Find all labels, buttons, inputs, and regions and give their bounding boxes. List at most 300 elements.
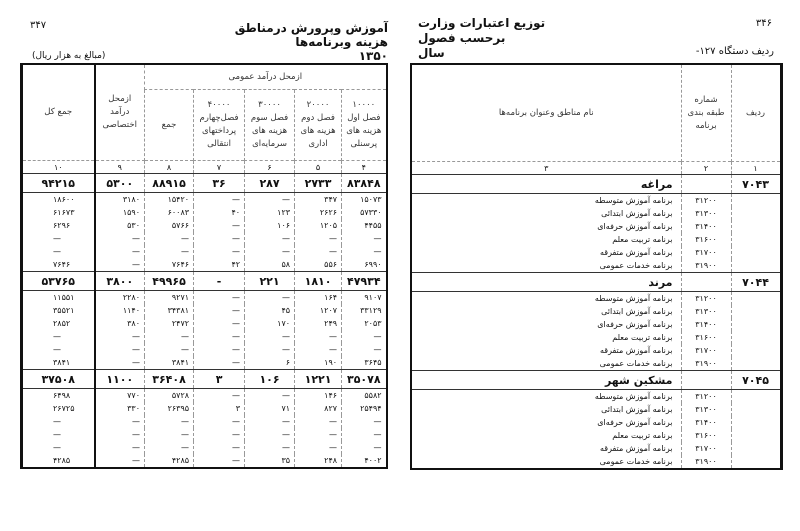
region-row xyxy=(411,371,781,390)
chapter-label-line: فصل اول xyxy=(347,113,381,123)
header-special-revenue xyxy=(95,64,145,161)
chapter-label-line: سرمایه‌ای xyxy=(252,139,287,149)
table-cell: — xyxy=(245,428,295,441)
table-cell: ۵۸ xyxy=(245,258,295,272)
program-code: ۳۱۳۰۰ xyxy=(681,207,731,220)
table-cell: — xyxy=(342,428,387,441)
right-title-line-1: توزیع اعتبارات وزارت xyxy=(418,16,546,30)
table-cell: ۴۵ xyxy=(245,304,295,317)
row-number-blank xyxy=(731,416,781,429)
section-total-cell: ۳۶۴۰۸ xyxy=(145,370,194,389)
table-cell: — xyxy=(295,441,342,454)
row-number-blank xyxy=(731,194,781,208)
header-chapter-3 xyxy=(245,90,295,161)
table-row xyxy=(22,219,387,232)
program-code: ۳۱۷۰۰ xyxy=(681,344,731,357)
program-row xyxy=(411,455,781,469)
table-cell: — xyxy=(194,330,245,343)
column-number: ۷ xyxy=(194,161,245,174)
table-cell: — xyxy=(245,245,295,258)
section-total-row xyxy=(22,174,387,193)
chapter-label-line: فصل سوم xyxy=(250,113,289,123)
row-number-blank xyxy=(731,403,781,416)
table-row xyxy=(22,304,387,317)
table-cell: ۷۶۴۶ xyxy=(22,258,95,272)
program-name: برنامه آموزش حرفه‌ای xyxy=(411,220,681,233)
row-number-blank xyxy=(731,292,781,306)
section-total-cell: ۱۸۱۰ xyxy=(295,272,342,291)
column-number: ۱ xyxy=(731,162,781,175)
table-cell: ۲۶۲۶ xyxy=(295,206,342,219)
left-title-line-1: آموزش وپرورش درمناطق xyxy=(234,21,388,35)
section-total-cell: ۲۸۷ xyxy=(245,174,295,193)
table-cell: — xyxy=(22,343,95,356)
table-cell: — xyxy=(342,415,387,428)
table-cell: ۳۸۰ xyxy=(95,317,145,330)
table-cell: ۸۲۷ xyxy=(295,402,342,415)
header-special-revenue-line: درآمد xyxy=(110,107,130,117)
column-number: ۱۰ xyxy=(22,161,95,174)
table-cell: — xyxy=(95,415,145,428)
left-title-line-3: ۱۳۵۰ xyxy=(358,49,388,63)
program-code: ۳۱۳۰۰ xyxy=(681,305,731,318)
table-cell: — xyxy=(342,330,387,343)
right-title-line-2: برحسب فصول xyxy=(418,31,506,45)
row-number-blank xyxy=(731,305,781,318)
chapter-label-line: اداری xyxy=(308,139,328,149)
program-row xyxy=(411,357,781,371)
table-cell: — xyxy=(342,441,387,454)
table-cell: ۹۱۰۷ xyxy=(342,291,387,305)
table-cell: ۱۱۴۰ xyxy=(95,304,145,317)
chapter-label-line: فصل‌چهارم xyxy=(199,113,239,123)
table-row xyxy=(22,343,387,356)
unit-note: (مبالغ به هزار ریال) xyxy=(32,51,106,61)
section-total-cell: ۸۳۸۴۸ xyxy=(342,174,387,193)
right-title-line-3: سال xyxy=(418,46,445,60)
program-row xyxy=(411,442,781,455)
table-cell: — xyxy=(245,330,295,343)
region-row xyxy=(411,175,781,194)
table-cell: — xyxy=(95,330,145,343)
table-cell: — xyxy=(95,441,145,454)
table-cell: ۳۶۴۵ xyxy=(342,356,387,370)
table-cell: ۷۷۰ xyxy=(95,389,145,403)
program-row xyxy=(411,259,781,273)
table-cell: — xyxy=(194,343,245,356)
section-total-cell: ۵۳۰۰ xyxy=(95,174,145,193)
program-name: برنامه آموزش حرفه‌ای xyxy=(411,416,681,429)
table-cell: ۷۶۴۶ xyxy=(145,258,194,272)
header-classification xyxy=(681,64,731,162)
program-row xyxy=(411,233,781,246)
table-cell: — xyxy=(245,441,295,454)
table-cell: ۳۳۰ xyxy=(95,402,145,415)
table-cell: — xyxy=(95,356,145,370)
section-total-cell: ۳۶ xyxy=(194,174,245,193)
row-number-blank xyxy=(731,429,781,442)
table-cell: — xyxy=(342,232,387,245)
table-cell: ۱۰۶ xyxy=(245,219,295,232)
chapter-label-line: پرسنلی xyxy=(350,139,378,149)
table-cell: — xyxy=(194,428,245,441)
table-cell: — xyxy=(295,343,342,356)
table-cell: — xyxy=(194,219,245,232)
header-chapter-2 xyxy=(295,90,342,161)
chapter-label-line: انتقالی xyxy=(207,139,231,149)
table-cell: ۶۲۹۶ xyxy=(22,219,95,232)
right-page-number: ۳۴۶ xyxy=(755,18,772,29)
table-cell: ۲۶۳۹۵ xyxy=(145,402,194,415)
program-name: برنامه آموزش متوسطه xyxy=(411,292,681,306)
table-cell: ۳۸۴۱ xyxy=(22,356,95,370)
table-cell: — xyxy=(145,330,194,343)
region-name: مشکین شهر xyxy=(411,371,681,390)
program-code: ۳۱۶۰۰ xyxy=(681,233,731,246)
program-name: برنامه تربیت معلم xyxy=(411,429,681,442)
table-cell: — xyxy=(95,454,145,468)
table-cell: — xyxy=(245,389,295,403)
header-general-revenue: ازمحل درآمد عمومی xyxy=(145,64,387,90)
program-row xyxy=(411,403,781,416)
table-cell: — xyxy=(22,330,95,343)
column-number: ۸ xyxy=(145,161,194,174)
region-name: مراغه xyxy=(411,175,681,194)
table-cell: — xyxy=(145,232,194,245)
chapter-code: ۳۰۰۰۰ xyxy=(258,100,281,110)
table-cell: — xyxy=(194,415,245,428)
table-cell: ۴۲۸۵ xyxy=(22,454,95,468)
column-number: ۳ xyxy=(411,162,681,175)
table-cell: ۳۳۱۲۹ xyxy=(342,304,387,317)
table-cell: ۵۷۲۸ xyxy=(145,389,194,403)
table-cell: ۴۰ xyxy=(194,206,245,219)
table-cell: ۲۶۷۲۵ xyxy=(22,402,95,415)
table-cell: ۶ xyxy=(245,356,295,370)
section-total-cell: ۱۰۶ xyxy=(245,370,295,389)
chapter-label-line: هزینه های xyxy=(252,126,288,136)
table-cell: — xyxy=(245,193,295,207)
program-name: برنامه آموزش متفرقه xyxy=(411,442,681,455)
table-cell: — xyxy=(342,343,387,356)
program-code: ۳۱۴۰۰ xyxy=(681,318,731,331)
table-cell: — xyxy=(22,428,95,441)
table-row xyxy=(22,428,387,441)
column-number: ۶ xyxy=(245,161,295,174)
table-cell: ۳۵ xyxy=(245,454,295,468)
chapter-code: ۱۰۰۰۰ xyxy=(352,100,376,110)
table-cell: ۳۵۵۲۱ xyxy=(22,304,95,317)
region-name: مرند xyxy=(411,273,681,292)
section-total-cell: ۲۲۱ xyxy=(245,272,295,291)
table-row xyxy=(22,415,387,428)
header-chapter-1 xyxy=(342,90,387,161)
program-row xyxy=(411,429,781,442)
program-row xyxy=(411,246,781,259)
table-cell: ۵۵۸۲ xyxy=(342,389,387,403)
section-total-cell: - xyxy=(194,272,245,291)
row-number-blank xyxy=(731,318,781,331)
table-cell: ۷۱ xyxy=(245,402,295,415)
table-cell: — xyxy=(295,428,342,441)
table-row xyxy=(22,258,387,272)
table-cell: — xyxy=(145,428,194,441)
table-cell: ۳ xyxy=(194,402,245,415)
program-name: برنامه خدمات عمومی xyxy=(411,259,681,273)
header-row-label: ردیف xyxy=(731,64,781,162)
column-number: ۵ xyxy=(295,161,342,174)
program-row xyxy=(411,292,781,306)
table-cell: — xyxy=(95,343,145,356)
program-row xyxy=(411,305,781,318)
program-name: برنامه آموزش ابتدائی xyxy=(411,403,681,416)
table-cell: — xyxy=(145,415,194,428)
section-total-cell: ۳۷۵۰۸ xyxy=(22,370,95,389)
column-number-row xyxy=(411,162,781,175)
header-grand-total: جمع کل xyxy=(22,64,95,161)
header-classification-line: برنامه xyxy=(695,120,717,131)
table-cell: — xyxy=(22,232,95,245)
table-cell: — xyxy=(245,415,295,428)
table-cell: ۶۱۶۷۳ xyxy=(22,206,95,219)
table-cell: ۱۹۰ xyxy=(295,356,342,370)
table-cell: ۲۰۵۳ xyxy=(342,317,387,330)
section-total-cell: ۳۸۰۰ xyxy=(95,272,145,291)
chapter-label-line: فصل دوم xyxy=(301,113,335,123)
program-code: ۳۱۶۰۰ xyxy=(681,429,731,442)
program-row xyxy=(411,318,781,331)
section-total-cell: ۴۹۹۶۵ xyxy=(145,272,194,291)
table-cell: ۵۷۳۳۰ xyxy=(342,206,387,219)
table-cell: — xyxy=(22,245,95,258)
program-name: برنامه تربیت معلم xyxy=(411,331,681,344)
row-number-blank xyxy=(731,331,781,344)
program-row xyxy=(411,331,781,344)
program-row xyxy=(411,390,781,404)
table-cell: ۵۷۶۶ xyxy=(145,219,194,232)
table-cell: — xyxy=(194,291,245,305)
region-code: ۷۰۴۵ xyxy=(731,371,781,390)
column-number-row xyxy=(22,161,387,174)
program-code: ۳۱۶۰۰ xyxy=(681,331,731,344)
column-number: ۲ xyxy=(681,162,731,175)
table-cell: ۱۷۰ xyxy=(245,317,295,330)
table-cell: — xyxy=(145,343,194,356)
program-name: برنامه آموزش متوسطه xyxy=(411,194,681,208)
agency-row: ردیف دستگاه ۱۲۷- xyxy=(695,46,774,57)
column-number: ۹ xyxy=(95,161,145,174)
table-row xyxy=(22,193,387,207)
table-cell: ۱۲۰۷ xyxy=(295,304,342,317)
table-cell: — xyxy=(295,330,342,343)
chapter-label-line: هزینه های xyxy=(346,126,382,136)
table-cell: — xyxy=(342,245,387,258)
section-total-row xyxy=(22,370,387,389)
table-cell: ۲۴۸ xyxy=(295,454,342,468)
section-total-cell: ۴۷۹۳۴ xyxy=(342,272,387,291)
row-number-blank xyxy=(731,207,781,220)
row-number-blank xyxy=(731,455,781,469)
table-cell: ۴۲ xyxy=(194,258,245,272)
chapter-label-line: پرداختهای xyxy=(201,126,237,136)
row-number-blank xyxy=(731,390,781,404)
table-row xyxy=(22,330,387,343)
program-code: ۳۱۴۰۰ xyxy=(681,416,731,429)
region-code-blank xyxy=(681,175,731,194)
table-cell: ۴۰۰۲ xyxy=(342,454,387,468)
program-code: ۳۱۴۰۰ xyxy=(681,220,731,233)
program-row xyxy=(411,344,781,357)
table-cell: ۱۵۹۰ xyxy=(95,206,145,219)
section-total-cell: ۸۸۹۱۵ xyxy=(145,174,194,193)
table-cell: ۱۲۰۵ xyxy=(295,219,342,232)
header-classification-line: طبقه بندی xyxy=(687,107,725,118)
right-program-table xyxy=(410,63,783,470)
program-row xyxy=(411,194,781,208)
program-code: ۳۱۹۰۰ xyxy=(681,455,731,469)
table-cell: — xyxy=(194,454,245,468)
table-cell: — xyxy=(295,232,342,245)
row-number-blank xyxy=(731,344,781,357)
left-page-number: ۳۴۷ xyxy=(30,20,47,31)
table-cell: ۱۵۰۷۳ xyxy=(342,193,387,207)
program-name: برنامه خدمات عمومی xyxy=(411,357,681,371)
table-cell: ۵۳۰ xyxy=(95,219,145,232)
row-number-blank xyxy=(731,220,781,233)
table-cell: ۱۶۴ xyxy=(295,291,342,305)
program-row xyxy=(411,416,781,429)
table-cell: ۴۲۸۵ xyxy=(145,454,194,468)
table-cell: ۵۵۶ xyxy=(295,258,342,272)
table-cell: ۶۰۰۸۳ xyxy=(145,206,194,219)
row-number-blank xyxy=(731,442,781,455)
table-cell: ۲۴۹ xyxy=(295,317,342,330)
program-name: برنامه آموزش ابتدائی xyxy=(411,305,681,318)
table-cell: ۹۲۷۱ xyxy=(145,291,194,305)
table-cell: ۱۴۶ xyxy=(295,389,342,403)
table-cell: ۲۴۷۲ xyxy=(145,317,194,330)
chapter-code: ۲۰۰۰۰ xyxy=(306,100,330,110)
program-code: ۳۱۷۰۰ xyxy=(681,246,731,259)
table-row xyxy=(22,232,387,245)
table-cell: — xyxy=(145,441,194,454)
header-chapter-4 xyxy=(194,90,245,161)
table-row xyxy=(22,317,387,330)
row-number-blank xyxy=(731,246,781,259)
table-cell: — xyxy=(95,258,145,272)
program-code: ۳۱۷۰۰ xyxy=(681,442,731,455)
header-row-group xyxy=(22,64,387,90)
left-budget-table xyxy=(20,63,388,469)
table-cell: — xyxy=(194,356,245,370)
table-cell: — xyxy=(145,245,194,258)
region-code: ۷۰۴۳ xyxy=(731,175,781,194)
header-special-revenue-line: اختصاصی xyxy=(102,120,137,130)
program-name: برنامه آموزش ابتدائی xyxy=(411,207,681,220)
table-cell: ۲۸۵۲ xyxy=(22,317,95,330)
table-cell: ۳۴۳۸۱ xyxy=(145,304,194,317)
table-cell: ۴۴۵۵ xyxy=(342,219,387,232)
table-cell: — xyxy=(194,304,245,317)
table-cell: — xyxy=(194,441,245,454)
section-total-row xyxy=(22,272,387,291)
table-cell: — xyxy=(295,415,342,428)
table-cell: — xyxy=(245,291,295,305)
table-cell: — xyxy=(95,428,145,441)
header-sum: جمع xyxy=(145,90,194,161)
program-name: برنامه خدمات عمومی xyxy=(411,455,681,469)
table-row xyxy=(22,245,387,258)
table-cell: — xyxy=(95,245,145,258)
row-number-blank xyxy=(731,357,781,371)
table-row xyxy=(22,291,387,305)
region-code-blank xyxy=(681,273,731,292)
table-cell: — xyxy=(194,232,245,245)
table-row xyxy=(22,402,387,415)
section-total-cell: ۳۵۰۷۸ xyxy=(342,370,387,389)
header-row xyxy=(411,64,781,162)
table-cell: — xyxy=(245,232,295,245)
left-title-line-2: هزینه وبرنامه‌ها xyxy=(295,35,388,49)
chapter-code: ۴۰۰۰۰ xyxy=(207,100,231,110)
table-cell: ۱۱۵۵۱ xyxy=(22,291,95,305)
table-cell: ۳۸۴۱ xyxy=(145,356,194,370)
program-row xyxy=(411,220,781,233)
table-row xyxy=(22,356,387,370)
region-code: ۷۰۴۴ xyxy=(731,273,781,292)
program-name: برنامه آموزش حرفه‌ای xyxy=(411,318,681,331)
chapter-label-line: هزینه های xyxy=(300,126,336,136)
table-cell: ۳۱۸۰ xyxy=(95,193,145,207)
table-cell: — xyxy=(194,193,245,207)
column-number: ۴ xyxy=(342,161,387,174)
section-total-cell: ۱۲۲۱ xyxy=(295,370,342,389)
row-number-blank xyxy=(731,233,781,246)
program-name: برنامه آموزش متفرقه xyxy=(411,344,681,357)
program-name: برنامه آموزش متفرقه xyxy=(411,246,681,259)
region-code-blank xyxy=(681,371,731,390)
section-total-cell: ۲۷۳۳ xyxy=(295,174,342,193)
table-cell: ۲۵۴۹۴ xyxy=(342,402,387,415)
table-cell: ۱۵۴۲۰ xyxy=(145,193,194,207)
table-cell: — xyxy=(22,415,95,428)
row-number-blank xyxy=(731,259,781,273)
program-code: ۳۱۲۰۰ xyxy=(681,194,731,208)
table-cell: — xyxy=(194,317,245,330)
table-cell: ۳۴۷ xyxy=(295,193,342,207)
program-name: برنامه آموزش متوسطه xyxy=(411,390,681,404)
table-row xyxy=(22,389,387,403)
table-cell: ۲۲۸۰ xyxy=(95,291,145,305)
section-total-cell: ۹۴۲۱۵ xyxy=(22,174,95,193)
table-row xyxy=(22,454,387,468)
table-cell: ۶۹۹۰ xyxy=(342,258,387,272)
table-cell: ۱۲۳ xyxy=(245,206,295,219)
section-total-cell: ۱۱۰۰ xyxy=(95,370,145,389)
program-name: برنامه تربیت معلم xyxy=(411,233,681,246)
program-code: ۳۱۲۰۰ xyxy=(681,292,731,306)
table-cell: — xyxy=(22,441,95,454)
header-classification-line: شماره xyxy=(694,94,718,105)
program-row xyxy=(411,207,781,220)
table-cell: — xyxy=(245,343,295,356)
program-code: ۳۱۲۰۰ xyxy=(681,390,731,404)
table-cell: ۱۸۶۰۰ xyxy=(22,193,95,207)
program-code: ۳۱۹۰۰ xyxy=(681,357,731,371)
section-total-cell: ۵۳۷۶۵ xyxy=(22,272,95,291)
region-row xyxy=(411,273,781,292)
table-cell: — xyxy=(95,232,145,245)
